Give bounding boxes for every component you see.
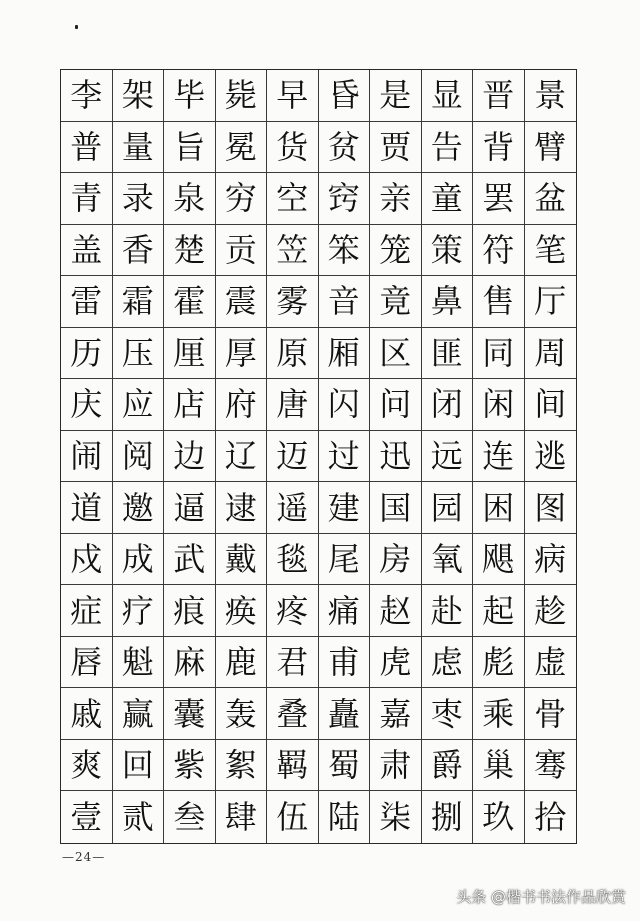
grid-cell: 香 bbox=[113, 225, 165, 277]
ink-dot bbox=[75, 25, 78, 29]
grid-cell: 青 bbox=[61, 173, 113, 225]
grid-cell: 间 bbox=[525, 379, 577, 431]
grid-cell: 虎 bbox=[370, 637, 422, 689]
grid-cell: 羁 bbox=[267, 740, 319, 792]
grid-cell: 叁 bbox=[164, 791, 216, 843]
grid-cell: 麻 bbox=[164, 637, 216, 689]
grid-cell: 贫 bbox=[319, 122, 371, 174]
grid-cell: 同 bbox=[473, 328, 525, 380]
grid-cell: 问 bbox=[370, 379, 422, 431]
grid-cell: 陆 bbox=[319, 791, 371, 843]
grid-cell: 君 bbox=[267, 637, 319, 689]
grid-cell: 遥 bbox=[267, 482, 319, 534]
grid-cell: 疼 bbox=[267, 585, 319, 637]
grid-cell: 鹿 bbox=[216, 637, 268, 689]
grid-cell: 捌 bbox=[422, 791, 474, 843]
grid-cell: 乘 bbox=[473, 688, 525, 740]
grid-cell: 录 bbox=[113, 173, 165, 225]
grid-cell: 逮 bbox=[216, 482, 268, 534]
grid-cell: 伍 bbox=[267, 791, 319, 843]
grid-cell: 匪 bbox=[422, 328, 474, 380]
grid-cell: 唐 bbox=[267, 379, 319, 431]
grid-cell: 甫 bbox=[319, 637, 371, 689]
grid-cell: 闲 bbox=[473, 379, 525, 431]
grid-cell: 矗 bbox=[319, 688, 371, 740]
grid-cell: 笼 bbox=[370, 225, 422, 277]
grid-cell: 氧 bbox=[422, 534, 474, 586]
grid-cell: 鼻 bbox=[422, 276, 474, 328]
grid-cell: 周 bbox=[525, 328, 577, 380]
grid-cell: 量 bbox=[113, 122, 165, 174]
grid-cell: 臂 bbox=[525, 122, 577, 174]
grid-cell: 园 bbox=[422, 482, 474, 534]
grid-cell: 国 bbox=[370, 482, 422, 534]
grid-cell: 厚 bbox=[216, 328, 268, 380]
grid-cell: 店 bbox=[164, 379, 216, 431]
grid-cell: 戚 bbox=[61, 688, 113, 740]
grid-cell: 肆 bbox=[216, 791, 268, 843]
grid-cell: 窍 bbox=[319, 173, 371, 225]
grid-cell: 旨 bbox=[164, 122, 216, 174]
grid-cell: 售 bbox=[473, 276, 525, 328]
grid-cell: 爵 bbox=[422, 740, 474, 792]
grid-cell: 魁 bbox=[113, 637, 165, 689]
grid-cell: 困 bbox=[473, 482, 525, 534]
grid-cell: 货 bbox=[267, 122, 319, 174]
grid-cell: 骞 bbox=[525, 740, 577, 792]
grid-cell: 病 bbox=[525, 534, 577, 586]
grid-cell: 原 bbox=[267, 328, 319, 380]
grid-cell: 武 bbox=[164, 534, 216, 586]
grid-cell: 贾 bbox=[370, 122, 422, 174]
grid-cell: 赵 bbox=[370, 585, 422, 637]
grid-cell: 毯 bbox=[267, 534, 319, 586]
grid-cell: 痪 bbox=[216, 585, 268, 637]
grid-cell: 壹 bbox=[61, 791, 113, 843]
grid-cell: 毙 bbox=[216, 70, 268, 122]
grid-cell: 区 bbox=[370, 328, 422, 380]
grid-cell: 盖 bbox=[61, 225, 113, 277]
grid-cell: 厅 bbox=[525, 276, 577, 328]
grid-cell: 历 bbox=[61, 328, 113, 380]
grid-cell: 压 bbox=[113, 328, 165, 380]
grid-cell: 虚 bbox=[525, 637, 577, 689]
grid-cell: 建 bbox=[319, 482, 371, 534]
grid-cell: 枣 bbox=[422, 688, 474, 740]
grid-cell: 霜 bbox=[113, 276, 165, 328]
grid-cell: 房 bbox=[370, 534, 422, 586]
grid-cell: 告 bbox=[422, 122, 474, 174]
grid-cell: 回 bbox=[113, 740, 165, 792]
watermark-text: 头条 @楷书书法作品欣赏 bbox=[456, 888, 626, 906]
grid-cell: 音 bbox=[319, 276, 371, 328]
grid-cell: 迈 bbox=[267, 431, 319, 483]
grid-cell: 庆 bbox=[61, 379, 113, 431]
grid-cell: 嘉 bbox=[370, 688, 422, 740]
grid-cell: 空 bbox=[267, 173, 319, 225]
grid-cell: 笔 bbox=[525, 225, 577, 277]
grid-cell: 泉 bbox=[164, 173, 216, 225]
grid-cell: 闭 bbox=[422, 379, 474, 431]
grid-cell: 童 bbox=[422, 173, 474, 225]
grid-cell: 符 bbox=[473, 225, 525, 277]
grid-cell: 飓 bbox=[473, 534, 525, 586]
grid-cell: 远 bbox=[422, 431, 474, 483]
grid-cell: 玖 bbox=[473, 791, 525, 843]
grid-cell: 彪 bbox=[473, 637, 525, 689]
grid-cell: 囊 bbox=[164, 688, 216, 740]
grid-cell: 普 bbox=[61, 122, 113, 174]
grid-cell: 痛 bbox=[319, 585, 371, 637]
grid-cell: 罢 bbox=[473, 173, 525, 225]
grid-cell: 亲 bbox=[370, 173, 422, 225]
grid-cell: 雾 bbox=[267, 276, 319, 328]
grid-cell: 冕 bbox=[216, 122, 268, 174]
grid-cell: 痕 bbox=[164, 585, 216, 637]
grid-cell: 盆 bbox=[525, 173, 577, 225]
grid-cell: 李 bbox=[61, 70, 113, 122]
grid-cell: 叠 bbox=[267, 688, 319, 740]
grid-cell: 轰 bbox=[216, 688, 268, 740]
grid-cell: 唇 bbox=[61, 637, 113, 689]
grid-cell: 厢 bbox=[319, 328, 371, 380]
grid-cell: 策 bbox=[422, 225, 474, 277]
grid-cell: 贡 bbox=[216, 225, 268, 277]
grid-cell: 连 bbox=[473, 431, 525, 483]
grid-cell: 楚 bbox=[164, 225, 216, 277]
grid-cell: 疗 bbox=[113, 585, 165, 637]
grid-cell: 图 bbox=[525, 482, 577, 534]
grid-cell: 巢 bbox=[473, 740, 525, 792]
grid-cell: 迅 bbox=[370, 431, 422, 483]
grid-cell: 蜀 bbox=[319, 740, 371, 792]
grid-cell: 闪 bbox=[319, 379, 371, 431]
grid-cell: 爽 bbox=[61, 740, 113, 792]
watermark bbox=[456, 886, 626, 907]
grid-cell: 笠 bbox=[267, 225, 319, 277]
grid-cell: 阅 bbox=[113, 431, 165, 483]
grid-cell: 虑 bbox=[422, 637, 474, 689]
grid-cell: 架 bbox=[113, 70, 165, 122]
grid-cell: 赢 bbox=[113, 688, 165, 740]
grid-cell: 边 bbox=[164, 431, 216, 483]
grid-cell: 霍 bbox=[164, 276, 216, 328]
grid-cell: 早 bbox=[267, 70, 319, 122]
grid-cell: 背 bbox=[473, 122, 525, 174]
grid-cell: 趁 bbox=[525, 585, 577, 637]
grid-cell: 紫 bbox=[164, 740, 216, 792]
grid-cell: 柒 bbox=[370, 791, 422, 843]
grid-cell: 逃 bbox=[525, 431, 577, 483]
grid-cell: 邀 bbox=[113, 482, 165, 534]
grid-cell: 景 bbox=[525, 70, 577, 122]
grid-cell: 贰 bbox=[113, 791, 165, 843]
grid-cell: 竟 bbox=[370, 276, 422, 328]
grid-cell: 府 bbox=[216, 379, 268, 431]
grid-cell: 昏 bbox=[319, 70, 371, 122]
grid-cell: 晋 bbox=[473, 70, 525, 122]
grid-cell: 戴 bbox=[216, 534, 268, 586]
grid-cell: 拾 bbox=[534, 798, 567, 837]
grid-cell: 絮 bbox=[216, 740, 268, 792]
grid-cell: 雷 bbox=[61, 276, 113, 328]
grid-cell: 闹 bbox=[61, 431, 113, 483]
page-number: —24— bbox=[62, 850, 106, 864]
grid-cell: 尾 bbox=[319, 534, 371, 586]
grid-cell: 穷 bbox=[216, 173, 268, 225]
grid-cell: 症 bbox=[61, 585, 113, 637]
grid-cell: 赴 bbox=[422, 585, 474, 637]
grid-cell: 厘 bbox=[164, 328, 216, 380]
grid-cell: 过 bbox=[319, 431, 371, 483]
character-grid bbox=[60, 69, 577, 844]
grid-cell: 起 bbox=[473, 585, 525, 637]
grid-cell: 毕 bbox=[164, 70, 216, 122]
grid-cell: 应 bbox=[113, 379, 165, 431]
grid-cell: 逼 bbox=[164, 482, 216, 534]
grid-cell: 骨 bbox=[525, 688, 577, 740]
grid-cell: 是 bbox=[370, 70, 422, 122]
grid-cell: 笨 bbox=[319, 225, 371, 277]
grid-cell: 肃 bbox=[370, 740, 422, 792]
grid-cell: 戍 bbox=[61, 534, 113, 586]
grid-cell: 辽 bbox=[216, 431, 268, 483]
grid-cell: 成 bbox=[113, 534, 165, 586]
grid-cell: 道 bbox=[61, 482, 113, 534]
grid-cell: 显 bbox=[422, 70, 474, 122]
grid-cell: 震 bbox=[216, 276, 268, 328]
